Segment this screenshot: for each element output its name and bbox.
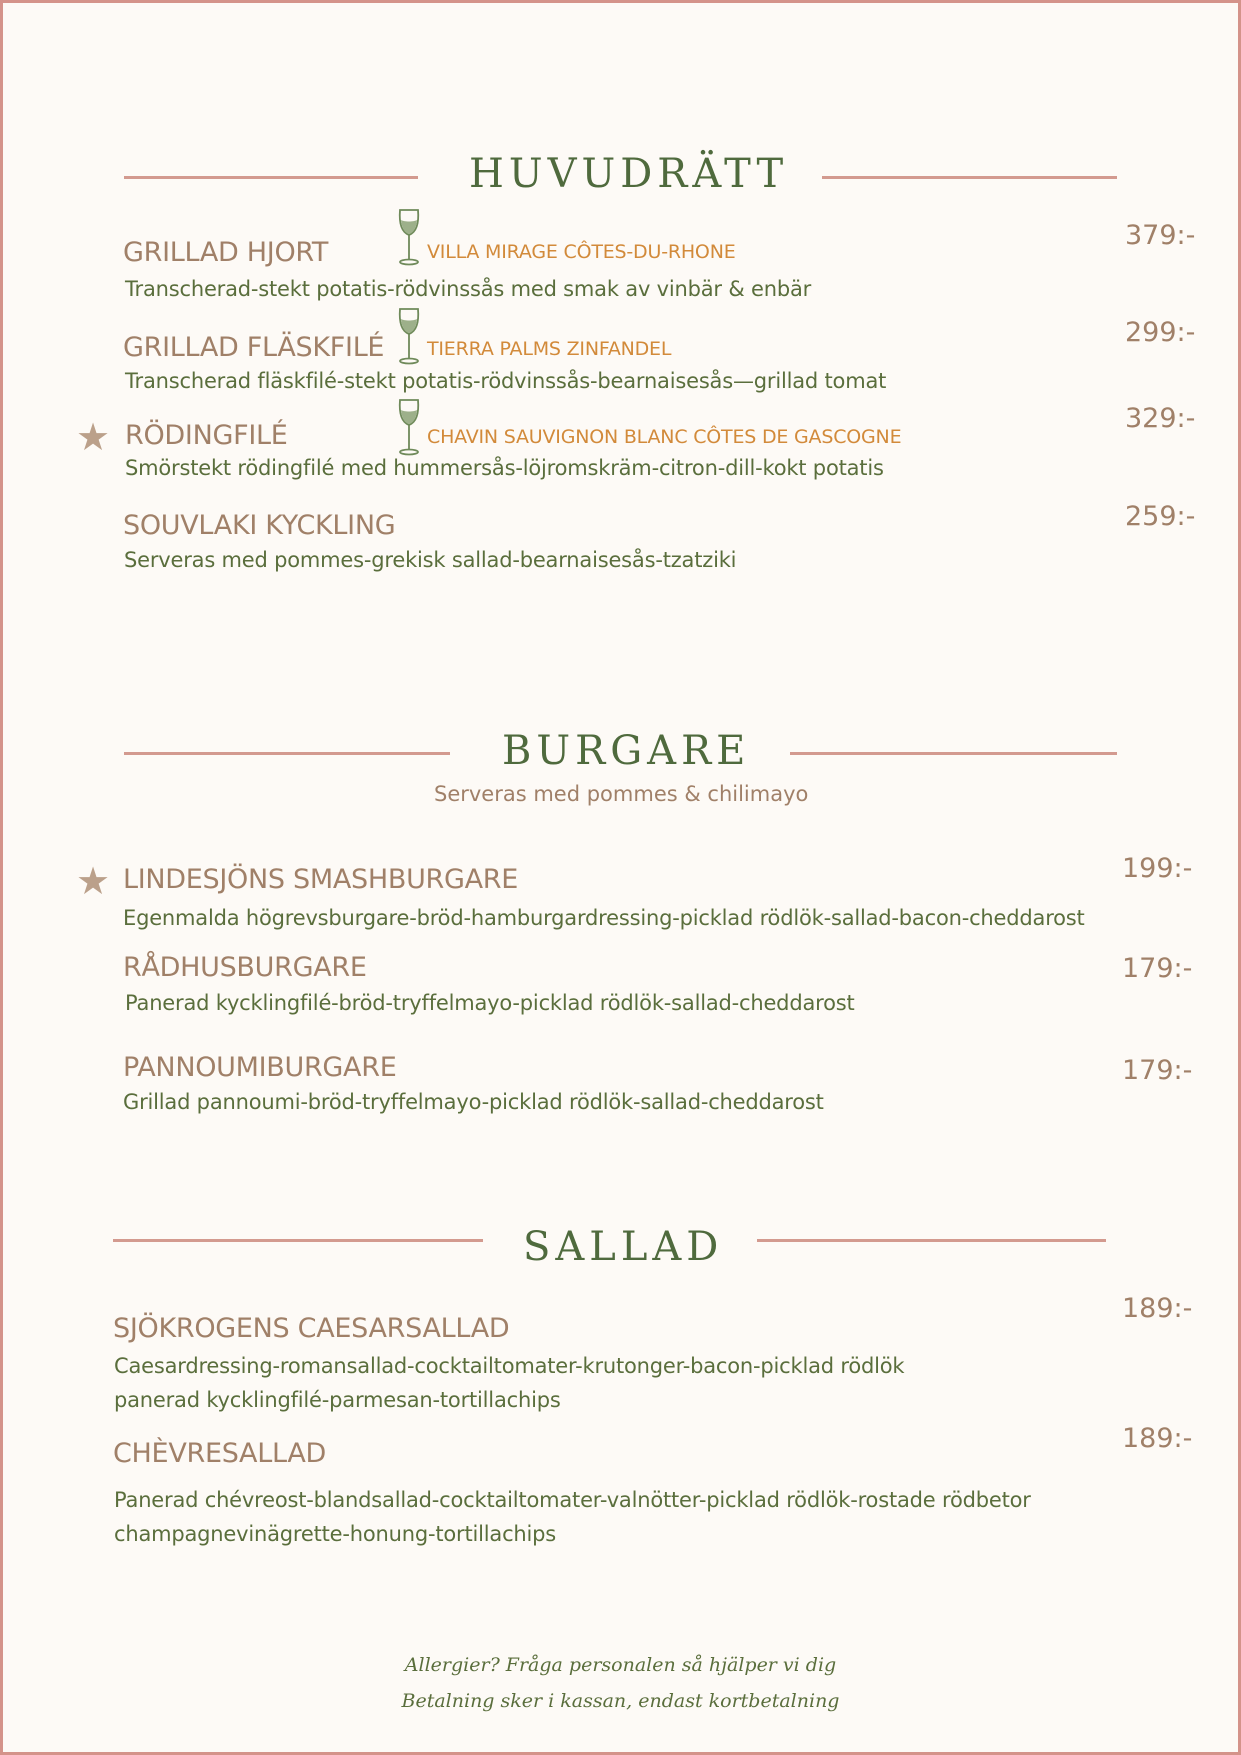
menu-item-price: 199:- xyxy=(1122,853,1193,884)
menu-item-name: CHÈVRESALLAD xyxy=(113,1438,326,1469)
menu-item-description: Serveras med pommes-grekisk sallad-bearnaisesås-tzatziki xyxy=(124,548,737,572)
menu-item-price: 329:- xyxy=(1125,403,1196,434)
menu-item-price: 259:- xyxy=(1125,501,1196,532)
title-rule-right xyxy=(790,752,1117,755)
menu-item-description: Smörstekt rödingfilé med hummersås-löjromskräm-citron-dill-kokt potatis xyxy=(125,456,884,480)
menu-item-name: SOUVLAKI KYCKLING xyxy=(123,510,396,541)
title-rule-left xyxy=(124,752,450,755)
star-icon: ★ xyxy=(76,415,111,459)
section-subtitle: Serveras med pommes & chilimayo xyxy=(434,782,809,806)
menu-item-description-line: panerad kycklingfilé-parmesan-tortillachips xyxy=(114,1388,561,1412)
menu-item-description: Transcherad fläskfilé-stekt potatis-rödvinssås-bearnaisesås—grillad tomat xyxy=(125,369,887,393)
wine-pairing: TIERRA PALMS ZINFANDEL xyxy=(427,338,672,360)
menu-item-name: GRILLAD FLÄSKFILÉ xyxy=(123,332,385,363)
menu-item-name: RÖDINGFILÉ xyxy=(125,420,288,451)
menu-item-price: 379:- xyxy=(1125,220,1196,251)
menu-item-price: 189:- xyxy=(1122,1423,1193,1454)
menu-item-description: Egenmalda högrevsburgare-bröd-hamburgardressing-picklad rödlök-sallad-bacon-cheddarost xyxy=(123,906,1085,930)
section-title: BURGARE xyxy=(502,728,751,774)
menu-item-name: PANNOUMIBURGARE xyxy=(123,1052,397,1083)
menu-item-description: Transcherad-stekt potatis-rödvinssås med smak av vinbär & enbär xyxy=(125,277,812,301)
menu-item-name: RÅDHUSBURGARE xyxy=(123,952,367,983)
section-title: HUVUDRÄTT xyxy=(469,151,789,197)
menu-item-price: 299:- xyxy=(1125,317,1196,348)
menu-item-description: Grillad pannoumi-bröd-tryffelmayo-picklad rödlök-sallad-cheddarost xyxy=(123,1090,824,1114)
menu-item-description: Panerad kycklingfilé-bröd-tryffelmayo-picklad rödlök-sallad-cheddarost xyxy=(125,991,855,1015)
section-title: SALLAD xyxy=(523,1224,724,1270)
star-icon: ★ xyxy=(76,859,111,903)
menu-item-description-line: champagnevinägrette-honung-tortillachips xyxy=(114,1522,557,1546)
menu-item-price: 179:- xyxy=(1122,953,1193,984)
menu-item-price: 189:- xyxy=(1122,1293,1193,1324)
allergy-note: Allergier? Fråga personalen så hjälper vi dig xyxy=(404,1654,837,1676)
menu-item-description-line: Caesardressing-romansallad-cocktailtomater-krutonger-bacon-picklad rödlök xyxy=(114,1354,905,1378)
wine-glass-icon xyxy=(396,398,422,456)
title-rule-right xyxy=(757,1239,1106,1242)
menu-item-name: LINDESJÖNS SMASHBURGARE xyxy=(123,864,519,895)
menu-item-price: 179:- xyxy=(1122,1055,1193,1086)
menu-item-description-line: Panerad chévreost-blandsallad-cocktailtomater-valnötter-picklad rödlök-rostade rödbetor xyxy=(114,1488,1031,1512)
title-rule-left xyxy=(113,1239,483,1242)
wine-glass-icon xyxy=(396,208,422,266)
title-rule-left xyxy=(124,176,418,179)
title-rule-right xyxy=(822,176,1117,179)
wine-pairing: CHAVIN SAUVIGNON BLANC CÔTES DE GASCOGNE xyxy=(427,426,902,448)
menu-item-name: GRILLAD HJORT xyxy=(123,237,329,268)
wine-pairing: VILLA MIRAGE CÔTES-DU-RHONE xyxy=(427,241,736,263)
menu-item-name: SJÖKROGENS CAESARSALLAD xyxy=(113,1313,510,1344)
wine-glass-icon xyxy=(396,307,422,365)
payment-note: Betalning sker i kassan, endast kortbetalning xyxy=(401,1690,840,1712)
